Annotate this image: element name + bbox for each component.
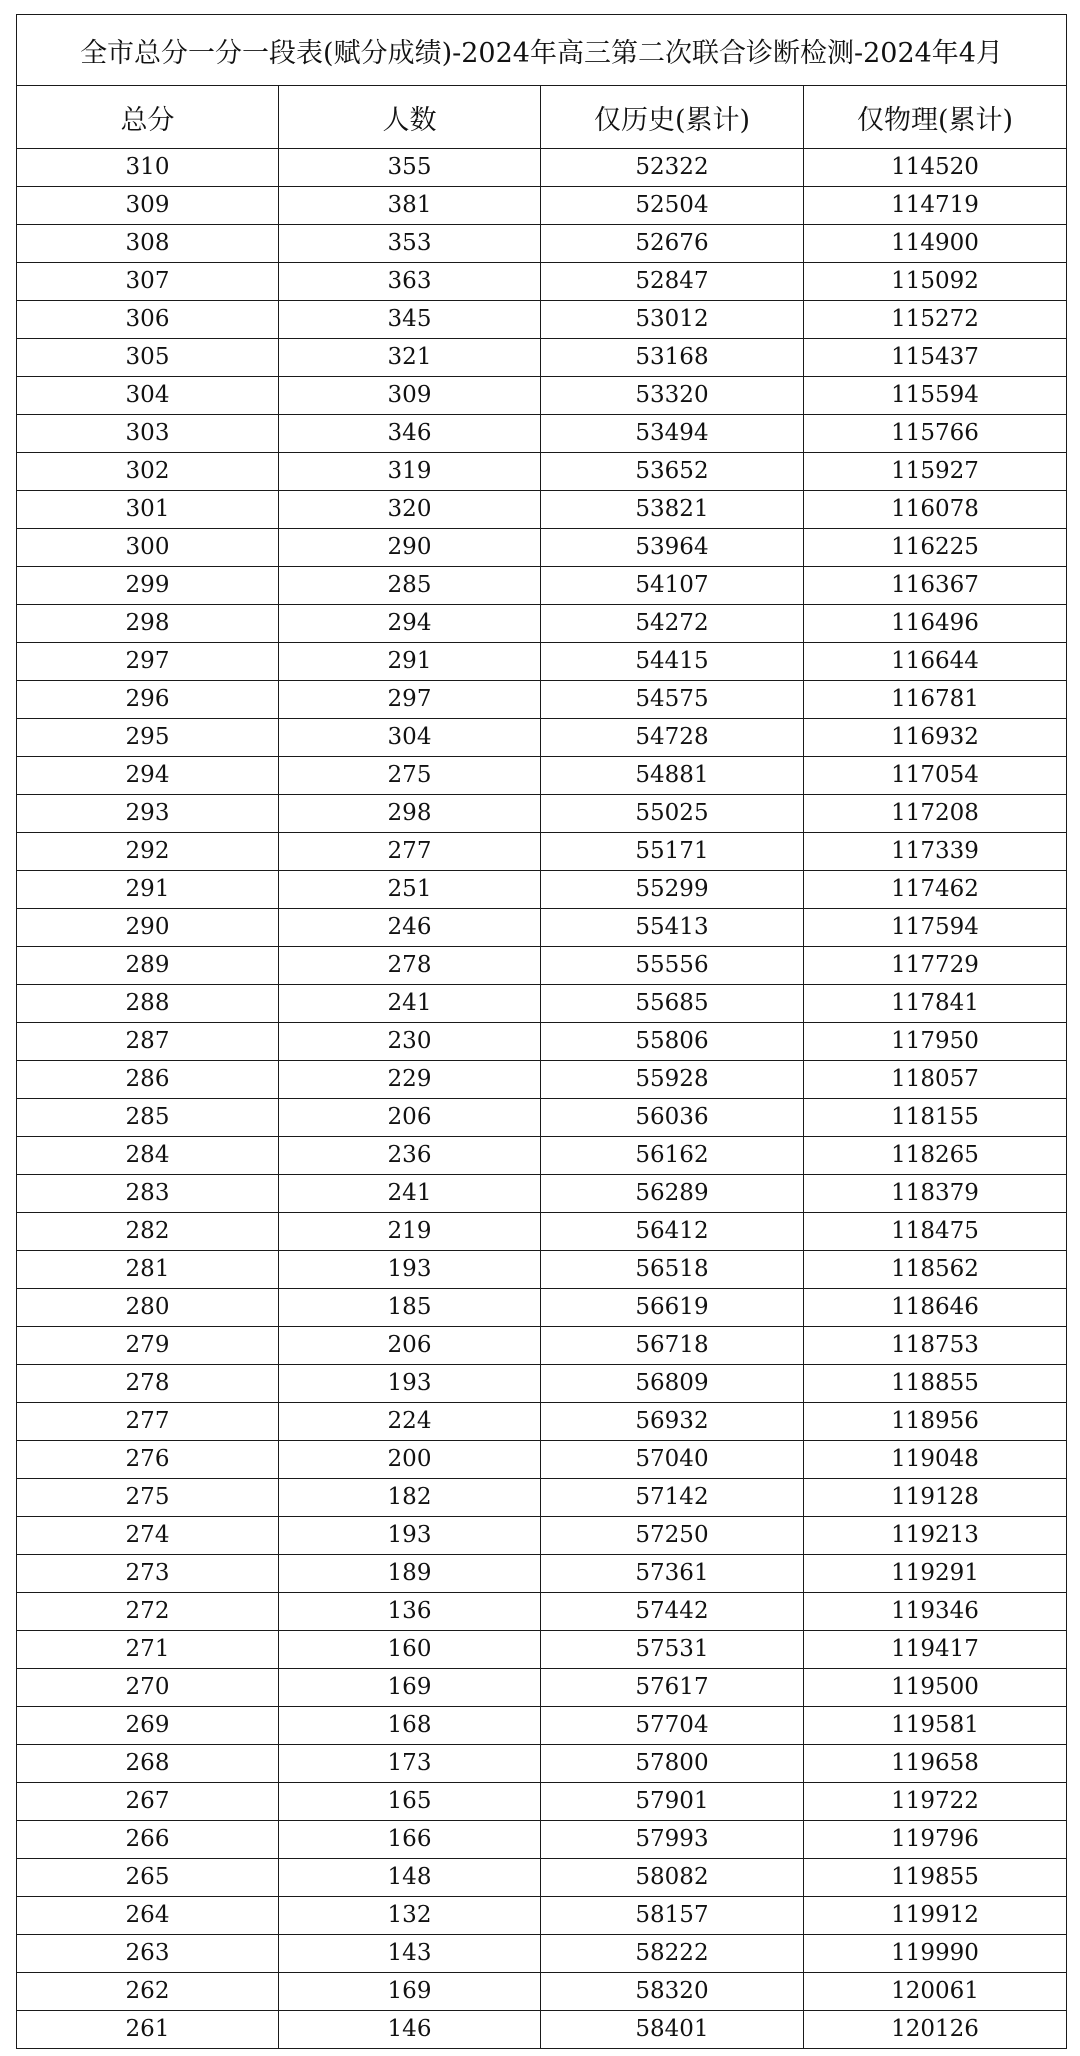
physics-cumulative-cell: 116496 [804,605,1067,643]
history-cumulative-cell: 55806 [541,1023,804,1061]
count-cell: 206 [279,1327,541,1365]
count-cell: 251 [279,871,541,909]
count-cell: 185 [279,1289,541,1327]
history-cumulative-cell: 53652 [541,453,804,491]
physics-cumulative-cell: 119417 [804,1631,1067,1669]
total-score-cell: 284 [17,1137,279,1175]
total-score-cell: 308 [17,225,279,263]
physics-cumulative-cell: 115272 [804,301,1067,339]
physics-cumulative-cell: 119855 [804,1859,1067,1897]
total-score-cell: 278 [17,1365,279,1403]
table-row [17,1327,1067,1365]
total-score-cell: 281 [17,1251,279,1289]
total-score-cell: 290 [17,909,279,947]
count-cell: 241 [279,1175,541,1213]
physics-cumulative-cell: 119346 [804,1593,1067,1631]
count-cell: 246 [279,909,541,947]
table-row [17,529,1067,567]
history-cumulative-cell: 54881 [541,757,804,795]
total-score-cell: 303 [17,415,279,453]
history-cumulative-cell: 58157 [541,1897,804,1935]
total-score-cell: 291 [17,871,279,909]
physics-cumulative-cell: 119796 [804,1821,1067,1859]
table-row [17,1289,1067,1327]
total-score-cell: 300 [17,529,279,567]
count-cell: 230 [279,1023,541,1061]
table-row [17,1669,1067,1707]
table-row [17,871,1067,909]
physics-cumulative-cell: 114719 [804,187,1067,225]
total-score-cell: 261 [17,2011,279,2049]
table-row [17,1859,1067,1897]
table-row [17,1783,1067,1821]
table-row [17,947,1067,985]
physics-cumulative-cell: 119291 [804,1555,1067,1593]
history-cumulative-cell: 56412 [541,1213,804,1251]
physics-cumulative-cell: 119581 [804,1707,1067,1745]
table-row [17,491,1067,529]
total-score-cell: 292 [17,833,279,871]
physics-cumulative-cell: 120126 [804,2011,1067,2049]
total-score-cell: 273 [17,1555,279,1593]
physics-cumulative-cell: 117594 [804,909,1067,947]
physics-cumulative-cell: 114520 [804,149,1067,187]
table-row [17,453,1067,491]
total-score-cell: 302 [17,453,279,491]
table-row [17,1251,1067,1289]
history-cumulative-cell: 57142 [541,1479,804,1517]
total-score-cell: 288 [17,985,279,1023]
count-cell: 165 [279,1783,541,1821]
total-score-cell: 268 [17,1745,279,1783]
total-score-cell: 271 [17,1631,279,1669]
table-row [17,339,1067,377]
physics-cumulative-cell: 119658 [804,1745,1067,1783]
history-cumulative-cell: 57993 [541,1821,804,1859]
count-cell: 193 [279,1365,541,1403]
table-row [17,985,1067,1023]
physics-cumulative-cell: 119500 [804,1669,1067,1707]
count-cell: 182 [279,1479,541,1517]
physics-cumulative-cell: 117462 [804,871,1067,909]
total-score-cell: 285 [17,1099,279,1137]
table-row [17,1213,1067,1251]
table-row [17,1593,1067,1631]
history-cumulative-cell: 55025 [541,795,804,833]
history-cumulative-cell: 54728 [541,719,804,757]
total-score-cell: 280 [17,1289,279,1327]
count-cell: 294 [279,605,541,643]
total-score-cell: 289 [17,947,279,985]
physics-cumulative-cell: 118562 [804,1251,1067,1289]
count-cell: 353 [279,225,541,263]
physics-cumulative-cell: 116367 [804,567,1067,605]
table-row [17,1745,1067,1783]
physics-cumulative-cell: 118956 [804,1403,1067,1441]
physics-cumulative-cell: 116932 [804,719,1067,757]
table-row [17,1517,1067,1555]
table-row [17,415,1067,453]
count-cell: 346 [279,415,541,453]
count-cell: 355 [279,149,541,187]
count-cell: 381 [279,187,541,225]
count-cell: 169 [279,1973,541,2011]
total-score-cell: 294 [17,757,279,795]
column-header-physics-cumulative: 仅物理(累计) [804,86,1067,149]
count-cell: 173 [279,1745,541,1783]
history-cumulative-cell: 55413 [541,909,804,947]
count-cell: 319 [279,453,541,491]
history-cumulative-cell: 53320 [541,377,804,415]
physics-cumulative-cell: 119990 [804,1935,1067,1973]
total-score-cell: 277 [17,1403,279,1441]
total-score-cell: 263 [17,1935,279,1973]
table-row [17,1973,1067,2011]
history-cumulative-cell: 57704 [541,1707,804,1745]
count-cell: 200 [279,1441,541,1479]
total-score-cell: 306 [17,301,279,339]
count-cell: 224 [279,1403,541,1441]
count-cell: 298 [279,795,541,833]
total-score-cell: 296 [17,681,279,719]
total-score-cell: 270 [17,1669,279,1707]
history-cumulative-cell: 53964 [541,529,804,567]
physics-cumulative-cell: 119128 [804,1479,1067,1517]
count-cell: 277 [279,833,541,871]
physics-cumulative-cell: 115437 [804,339,1067,377]
table-row [17,909,1067,947]
history-cumulative-cell: 53821 [541,491,804,529]
table-row [17,263,1067,301]
count-cell: 160 [279,1631,541,1669]
count-cell: 143 [279,1935,541,1973]
physics-cumulative-cell: 115092 [804,263,1067,301]
total-score-cell: 283 [17,1175,279,1213]
physics-cumulative-cell: 117841 [804,985,1067,1023]
total-score-cell: 295 [17,719,279,757]
history-cumulative-cell: 52504 [541,187,804,225]
column-header-history-cumulative: 仅历史(累计) [541,86,804,149]
table-row [17,833,1067,871]
table-row [17,2011,1067,2049]
physics-cumulative-cell: 117054 [804,757,1067,795]
history-cumulative-cell: 52322 [541,149,804,187]
count-cell: 229 [279,1061,541,1099]
total-score-cell: 274 [17,1517,279,1555]
total-score-cell: 287 [17,1023,279,1061]
total-score-cell: 276 [17,1441,279,1479]
count-cell: 309 [279,377,541,415]
table-row [17,1061,1067,1099]
physics-cumulative-cell: 117729 [804,947,1067,985]
physics-cumulative-cell: 118379 [804,1175,1067,1213]
history-cumulative-cell: 58320 [541,1973,804,2011]
history-cumulative-cell: 58222 [541,1935,804,1973]
table-row [17,643,1067,681]
total-score-cell: 305 [17,339,279,377]
table-row [17,1821,1067,1859]
physics-cumulative-cell: 118265 [804,1137,1067,1175]
history-cumulative-cell: 54107 [541,567,804,605]
history-cumulative-cell: 55556 [541,947,804,985]
physics-cumulative-cell: 118057 [804,1061,1067,1099]
total-score-cell: 269 [17,1707,279,1745]
table-row [17,1403,1067,1441]
total-score-cell: 267 [17,1783,279,1821]
table-row [17,1137,1067,1175]
history-cumulative-cell: 55171 [541,833,804,871]
physics-cumulative-cell: 118155 [804,1099,1067,1137]
count-cell: 206 [279,1099,541,1137]
history-cumulative-cell: 53494 [541,415,804,453]
history-cumulative-cell: 52847 [541,263,804,301]
total-score-cell: 265 [17,1859,279,1897]
history-cumulative-cell: 58401 [541,2011,804,2049]
table-row [17,1175,1067,1213]
count-cell: 168 [279,1707,541,1745]
count-cell: 236 [279,1137,541,1175]
total-score-cell: 298 [17,605,279,643]
history-cumulative-cell: 55299 [541,871,804,909]
total-score-cell: 301 [17,491,279,529]
table-header-row [17,86,1067,149]
history-cumulative-cell: 55685 [541,985,804,1023]
history-cumulative-cell: 56809 [541,1365,804,1403]
total-score-cell: 304 [17,377,279,415]
physics-cumulative-cell: 117208 [804,795,1067,833]
table-row [17,605,1067,643]
score-table-sheet [16,14,1066,2049]
count-cell: 285 [279,567,541,605]
physics-cumulative-cell: 116078 [804,491,1067,529]
physics-cumulative-cell: 115594 [804,377,1067,415]
count-cell: 297 [279,681,541,719]
history-cumulative-cell: 53012 [541,301,804,339]
physics-cumulative-cell: 116225 [804,529,1067,567]
physics-cumulative-cell: 120061 [804,1973,1067,2011]
count-cell: 290 [279,529,541,567]
history-cumulative-cell: 55928 [541,1061,804,1099]
table-row [17,681,1067,719]
history-cumulative-cell: 56619 [541,1289,804,1327]
count-cell: 132 [279,1897,541,1935]
count-cell: 320 [279,491,541,529]
history-cumulative-cell: 57442 [541,1593,804,1631]
table-row [17,301,1067,339]
count-cell: 136 [279,1593,541,1631]
history-cumulative-cell: 58082 [541,1859,804,1897]
table-title: 全市总分一分一段表(赋分成绩)-2024年高三第二次联合诊断检测-2024年4月 [17,15,1067,86]
history-cumulative-cell: 57617 [541,1669,804,1707]
count-cell: 278 [279,947,541,985]
count-cell: 219 [279,1213,541,1251]
total-score-cell: 297 [17,643,279,681]
total-score-cell: 264 [17,1897,279,1935]
history-cumulative-cell: 54272 [541,605,804,643]
total-score-cell: 266 [17,1821,279,1859]
total-score-cell: 307 [17,263,279,301]
table-row [17,149,1067,187]
score-distribution-table [16,14,1067,2049]
physics-cumulative-cell: 115766 [804,415,1067,453]
total-score-cell: 309 [17,187,279,225]
table-row [17,187,1067,225]
count-cell: 148 [279,1859,541,1897]
total-score-cell: 286 [17,1061,279,1099]
column-header-count: 人数 [279,86,541,149]
count-cell: 291 [279,643,541,681]
history-cumulative-cell: 56932 [541,1403,804,1441]
physics-cumulative-cell: 116781 [804,681,1067,719]
physics-cumulative-cell: 119213 [804,1517,1067,1555]
table-row [17,1099,1067,1137]
table-row [17,757,1067,795]
table-row [17,1479,1067,1517]
physics-cumulative-cell: 119912 [804,1897,1067,1935]
table-row [17,795,1067,833]
table-title-row [17,15,1067,86]
total-score-cell: 299 [17,567,279,605]
table-row [17,1441,1067,1479]
history-cumulative-cell: 57531 [541,1631,804,1669]
physics-cumulative-cell: 118855 [804,1365,1067,1403]
physics-cumulative-cell: 115927 [804,453,1067,491]
history-cumulative-cell: 56162 [541,1137,804,1175]
history-cumulative-cell: 57901 [541,1783,804,1821]
history-cumulative-cell: 52676 [541,225,804,263]
count-cell: 304 [279,719,541,757]
column-header-total-score: 总分 [17,86,279,149]
total-score-cell: 275 [17,1479,279,1517]
table-row [17,1707,1067,1745]
table-row [17,1023,1067,1061]
history-cumulative-cell: 56289 [541,1175,804,1213]
table-row [17,377,1067,415]
count-cell: 189 [279,1555,541,1593]
count-cell: 275 [279,757,541,795]
count-cell: 345 [279,301,541,339]
table-row [17,1935,1067,1973]
total-score-cell: 282 [17,1213,279,1251]
physics-cumulative-cell: 117339 [804,833,1067,871]
history-cumulative-cell: 57250 [541,1517,804,1555]
count-cell: 321 [279,339,541,377]
table-row [17,1631,1067,1669]
history-cumulative-cell: 57040 [541,1441,804,1479]
count-cell: 166 [279,1821,541,1859]
physics-cumulative-cell: 118753 [804,1327,1067,1365]
table-row [17,1365,1067,1403]
physics-cumulative-cell: 117950 [804,1023,1067,1061]
count-cell: 193 [279,1517,541,1555]
count-cell: 363 [279,263,541,301]
count-cell: 241 [279,985,541,1023]
table-row [17,1555,1067,1593]
history-cumulative-cell: 57800 [541,1745,804,1783]
table-row [17,567,1067,605]
table-row [17,225,1067,263]
table-row [17,1897,1067,1935]
count-cell: 146 [279,2011,541,2049]
history-cumulative-cell: 56036 [541,1099,804,1137]
physics-cumulative-cell: 119722 [804,1783,1067,1821]
physics-cumulative-cell: 118475 [804,1213,1067,1251]
history-cumulative-cell: 56518 [541,1251,804,1289]
physics-cumulative-cell: 119048 [804,1441,1067,1479]
total-score-cell: 293 [17,795,279,833]
history-cumulative-cell: 57361 [541,1555,804,1593]
table-body [17,149,1067,2049]
total-score-cell: 272 [17,1593,279,1631]
history-cumulative-cell: 56718 [541,1327,804,1365]
physics-cumulative-cell: 114900 [804,225,1067,263]
history-cumulative-cell: 54415 [541,643,804,681]
table-row [17,719,1067,757]
physics-cumulative-cell: 116644 [804,643,1067,681]
history-cumulative-cell: 53168 [541,339,804,377]
history-cumulative-cell: 54575 [541,681,804,719]
total-score-cell: 279 [17,1327,279,1365]
physics-cumulative-cell: 118646 [804,1289,1067,1327]
total-score-cell: 262 [17,1973,279,2011]
total-score-cell: 310 [17,149,279,187]
count-cell: 169 [279,1669,541,1707]
count-cell: 193 [279,1251,541,1289]
